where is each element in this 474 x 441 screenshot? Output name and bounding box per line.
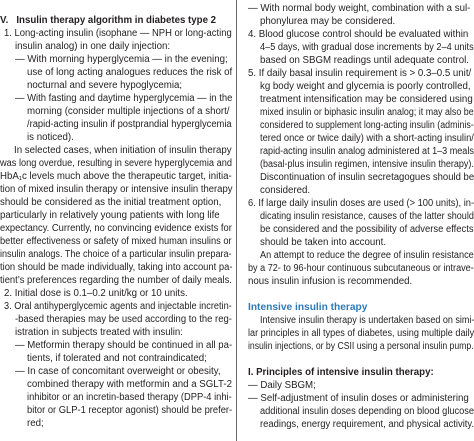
right-text-line: insulin injections, or by CSII using a personal insulin pump. <box>248 341 474 352</box>
left-text-line: should be considered as the initial treatment option, <box>0 197 222 208</box>
left-text-line: 1. Long-acting insulin (isophane — NPH or long-acting <box>4 28 232 39</box>
left-text-line: tient’s preferences regarding the number of daily meals. <box>0 275 232 286</box>
left-text-line: 3. Oral antihyperglycemic agents and injectable incretin- <box>4 301 232 312</box>
right-text-line: — With normal body weight, combination with a sul- <box>248 3 471 14</box>
right-text-line: 4. Blood glucose control should be evaluated within <box>248 29 469 40</box>
right-text-line: kg body weight and glycemia is poorly controlled, <box>260 81 471 92</box>
right-text-line: Discontinuation of insulin secretagogues should be <box>260 172 474 183</box>
right-text-line: — Daily SBGM; <box>248 380 316 391</box>
right-text-line: 4–5 days, with gradual dose increments by 2–4 units <box>260 42 474 53</box>
right-text-line: tered once or twice daily) with a short-acting insulin/ <box>260 133 474 144</box>
right-text-line: considered to supplement long-acting insulin (adminis- <box>260 120 474 131</box>
right-text-line: mixed insulin or biphasic insulin analog; it may also be <box>260 107 474 118</box>
left-text-line: use of long acting analogues reduces the risk of <box>27 67 233 78</box>
left-text-line: bitor or GLP-1 receptor agonist) should be prefer- <box>27 405 233 416</box>
left-text-line: insulin analog) in one daily injection: <box>15 41 171 52</box>
right-text-line: lar principles in all types of diabetes, using multiple daily <box>248 328 474 339</box>
left-text-line: V. Insulin therapy algorithm in diabetes type 2 <box>0 15 217 26</box>
left-text-line: /rapid-acting insulin if postprandial hyperglycemia <box>27 119 232 130</box>
left-text-line: tients, if tolerated and not contraindicated; <box>27 353 207 364</box>
right-text-line: considered. <box>260 185 311 196</box>
right-text-line: phonylurea may be considered. <box>260 16 396 27</box>
left-text-line: — Metformin therapy should be continued in all pa- <box>15 340 233 351</box>
left-text-line: is noticed). <box>27 132 74 143</box>
right-text-line: Intensive insulin therapy <box>248 302 368 313</box>
left-text-line: inhibitor or an incretin-based therapy (DPP-4 inhi- <box>27 392 232 403</box>
right-text-line: additional insulin doses depending on blood glucose <box>260 406 474 417</box>
column-divider <box>236 0 237 441</box>
left-text-line: combined therapy with metformin and a SGLT-2 <box>27 379 232 390</box>
right-text-line: should be taken into account. <box>260 237 387 248</box>
right-text-line: 5. If daily basal insulin requirement is > 0.3–0.5 unit/ <box>248 68 472 79</box>
left-text-line: better effectiveness or safety of mixed human insulins or <box>0 236 232 247</box>
right-text-line: (basal-plus insulin regimen, intensive insulin therapy). <box>260 159 474 170</box>
left-text-line: 2. Initial dose is 0.1–0.2 unit/kg or 10 units. <box>4 288 188 299</box>
right-text-line: 6. If large daily insulin doses are used (> 100 units), in- <box>248 198 474 209</box>
left-text-line: In selected cases, when initiation of insulin therapy <box>14 145 232 156</box>
left-text-line: — In case of concomitant overweight or obesity, <box>15 366 221 377</box>
left-text-line: insulin analogs. The choice of a particular insulin prepara- <box>0 249 232 260</box>
left-text-line: HbA₁c levels much above the therapeutic target, initia- <box>0 171 232 182</box>
right-text-line: be considered and the possibility of adverse effects <box>260 224 474 235</box>
left-text-line: was long overdue, resulting in severe hyperglycemia and <box>0 158 232 169</box>
left-text-line: istration in subjects treated with insulin: <box>15 327 183 338</box>
left-text-line: tion of mixed insulin therapy or intensive insulin therapy <box>0 184 233 195</box>
left-text-line: morning (consider multiple injections of a short/ <box>27 106 230 117</box>
right-text-line: nous insulin infusion is recommended. <box>248 276 413 287</box>
right-text-line: readings, energy requirement, and physical activity. <box>260 419 474 430</box>
left-text-line: — With fasting and daytime hyperglycemia — in the <box>15 93 233 104</box>
right-text-line: I. Principles of intensive insulin therapy: <box>248 367 434 378</box>
right-text-line: based on SBGM readings until adequate control. <box>260 55 469 66</box>
left-text-line: particularly in relatively young patients with long life <box>0 210 220 221</box>
right-text-line: rapid-acting insulin analog administered at 1–3 meals <box>260 146 474 157</box>
left-text-line: -based therapies may be used according to the reg- <box>15 314 232 325</box>
right-text-line: dicating insulin resistance, causes of the latter should <box>260 211 474 222</box>
left-text-line: — With morning hyperglycemia — in the evening; <box>15 54 228 65</box>
left-text-line: red; <box>27 418 44 429</box>
left-text-line: expectancy. Currently, no convincing evidence exists for <box>0 223 232 234</box>
right-text-line: An attempt to reduce the degree of insulin resistance <box>260 250 474 261</box>
right-text-line: Intensive insulin therapy is undertaken based on simi- <box>260 315 474 326</box>
right-text-line: — Self-adjustment of insulin doses or administering <box>248 393 469 404</box>
right-text-line: treatment intensification may be considered using <box>260 94 473 105</box>
left-text-line: nocturnal and severe hypoglycemia; <box>27 80 183 91</box>
left-text-line: tion should be made individually, taking into account pa- <box>0 262 233 273</box>
right-text-line: by a 72- to 96-hour continuous subcutaneous or intrave- <box>248 263 474 274</box>
